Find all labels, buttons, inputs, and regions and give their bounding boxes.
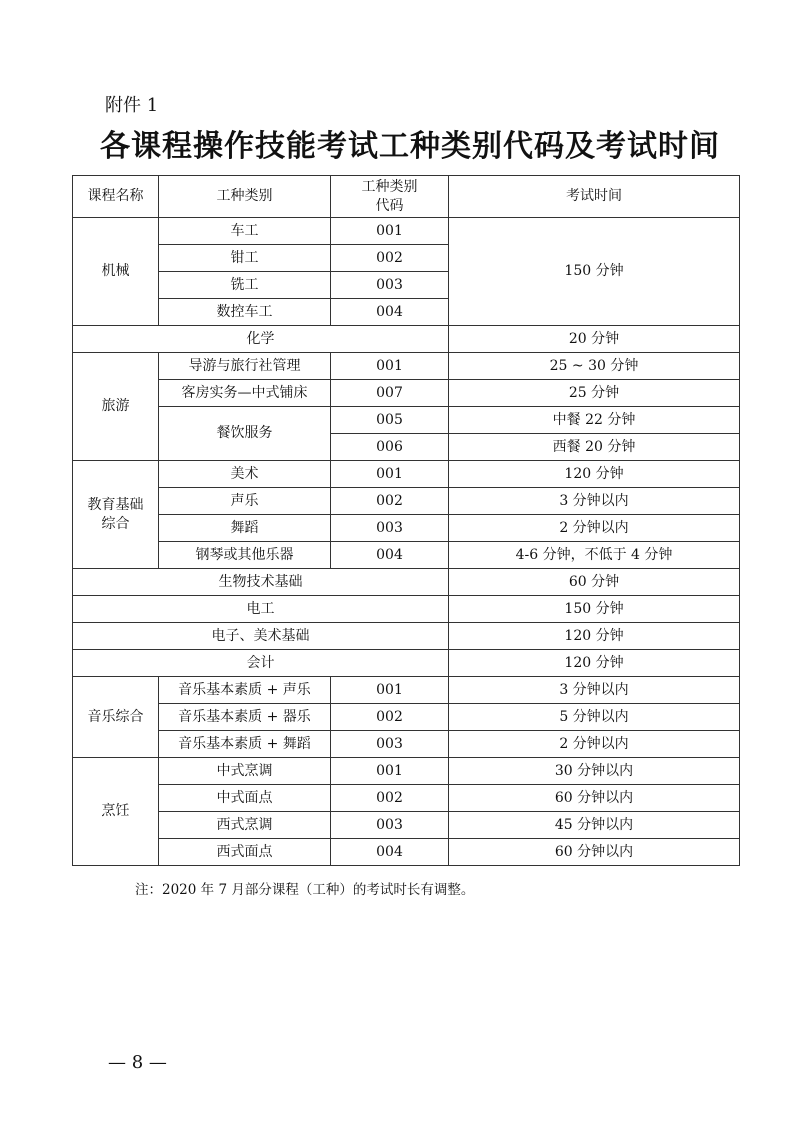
table-row	[73, 569, 740, 596]
type-cell: 钢琴或其他乐器	[159, 542, 331, 569]
course-name: 电工	[73, 596, 449, 623]
type-cell: 中式面点	[159, 785, 331, 812]
time-cell: 120 分钟	[449, 623, 740, 650]
time-cell: 60 分钟	[449, 569, 740, 596]
course-name: 会计	[73, 650, 449, 677]
header-type: 工种类别	[159, 176, 331, 218]
table-row	[73, 596, 740, 623]
table-row	[73, 326, 740, 353]
header-code: 工种类别 代码	[331, 176, 449, 218]
time-cell: 3 分钟以内	[449, 677, 740, 704]
table-row	[73, 380, 740, 407]
time-cell: 150 分钟	[449, 596, 740, 623]
type-cell: 导游与旅行社管理	[159, 353, 331, 380]
type-cell: 客房实务—中式铺床	[159, 380, 331, 407]
type-cell: 餐饮服务	[159, 407, 331, 461]
type-cell: 舞蹈	[159, 515, 331, 542]
table-row	[73, 650, 740, 677]
course-name: 旅游	[73, 353, 159, 461]
code-cell: 002	[331, 245, 449, 272]
time-cell: 60 分钟以内	[449, 785, 740, 812]
table-row	[73, 353, 740, 380]
code-cell: 001	[331, 677, 449, 704]
code-cell: 001	[331, 758, 449, 785]
type-cell: 西式烹调	[159, 812, 331, 839]
type-cell: 中式烹调	[159, 758, 331, 785]
course-name: 音乐综合	[73, 677, 159, 758]
document-title: 各课程操作技能考试工种类别代码及考试时间	[100, 129, 720, 164]
table-row	[73, 461, 740, 488]
table-note: 注：2020 年 7 月部分课程（工种）的考试时长有调整。	[135, 882, 475, 898]
type-cell: 美术	[159, 461, 331, 488]
time-cell: 中餐 22 分钟	[449, 407, 740, 434]
table-header-row	[73, 176, 740, 218]
time-cell: 5 分钟以内	[449, 704, 740, 731]
type-cell: 数控车工	[159, 299, 331, 326]
table-row	[73, 812, 740, 839]
time-cell: 150 分钟	[449, 218, 740, 326]
code-cell: 001	[331, 461, 449, 488]
table-row	[73, 407, 740, 434]
code-cell: 003	[331, 272, 449, 299]
type-cell: 西式面点	[159, 839, 331, 866]
time-cell: 20 分钟	[449, 326, 740, 353]
table-row	[73, 488, 740, 515]
attachment-label: 附件 1	[105, 95, 159, 116]
time-cell: 60 分钟以内	[449, 839, 740, 866]
time-cell: 25 ~ 30 分钟	[449, 353, 740, 380]
time-cell: 120 分钟	[449, 461, 740, 488]
course-name: 化学	[73, 326, 449, 353]
time-cell: 西餐 20 分钟	[449, 434, 740, 461]
course-name: 电子、美术基础	[73, 623, 449, 650]
table-row	[73, 515, 740, 542]
code-cell: 003	[331, 812, 449, 839]
time-cell: 2 分钟以内	[449, 515, 740, 542]
code-cell: 004	[331, 299, 449, 326]
code-cell: 005	[331, 407, 449, 434]
course-name: 机械	[73, 218, 159, 326]
course-name: 教育基础 综合	[73, 461, 159, 569]
time-cell: 3 分钟以内	[449, 488, 740, 515]
code-cell: 002	[331, 785, 449, 812]
header-course: 课程名称	[73, 176, 159, 218]
time-cell: 25 分钟	[449, 380, 740, 407]
table-row	[73, 542, 740, 569]
exam-time-table	[72, 175, 740, 866]
table-row	[73, 623, 740, 650]
time-cell: 2 分钟以内	[449, 731, 740, 758]
header-time: 考试时间	[449, 176, 740, 218]
code-cell: 003	[331, 731, 449, 758]
type-cell: 车工	[159, 218, 331, 245]
type-cell: 音乐基本素质 + 器乐	[159, 704, 331, 731]
type-cell: 钳工	[159, 245, 331, 272]
table-row	[73, 758, 740, 785]
code-cell: 001	[331, 353, 449, 380]
code-cell: 007	[331, 380, 449, 407]
code-cell: 004	[331, 542, 449, 569]
time-cell: 45 分钟以内	[449, 812, 740, 839]
type-cell: 声乐	[159, 488, 331, 515]
table-row	[73, 704, 740, 731]
time-cell: 4-6 分钟，不低于 4 分钟	[449, 542, 740, 569]
code-cell: 003	[331, 515, 449, 542]
type-cell: 音乐基本素质 + 声乐	[159, 677, 331, 704]
type-cell: 铣工	[159, 272, 331, 299]
table-row	[73, 785, 740, 812]
code-cell: 002	[331, 704, 449, 731]
code-cell: 004	[331, 839, 449, 866]
type-cell: 音乐基本素质 + 舞蹈	[159, 731, 331, 758]
code-cell: 002	[331, 488, 449, 515]
table-row	[73, 218, 740, 245]
page-number: — 8 —	[108, 1052, 167, 1073]
time-cell: 120 分钟	[449, 650, 740, 677]
table-row	[73, 839, 740, 866]
course-name: 生物技术基础	[73, 569, 449, 596]
course-name: 烹饪	[73, 758, 159, 866]
time-cell: 30 分钟以内	[449, 758, 740, 785]
code-cell: 006	[331, 434, 449, 461]
table-row	[73, 731, 740, 758]
code-cell: 001	[331, 218, 449, 245]
table-row	[73, 677, 740, 704]
